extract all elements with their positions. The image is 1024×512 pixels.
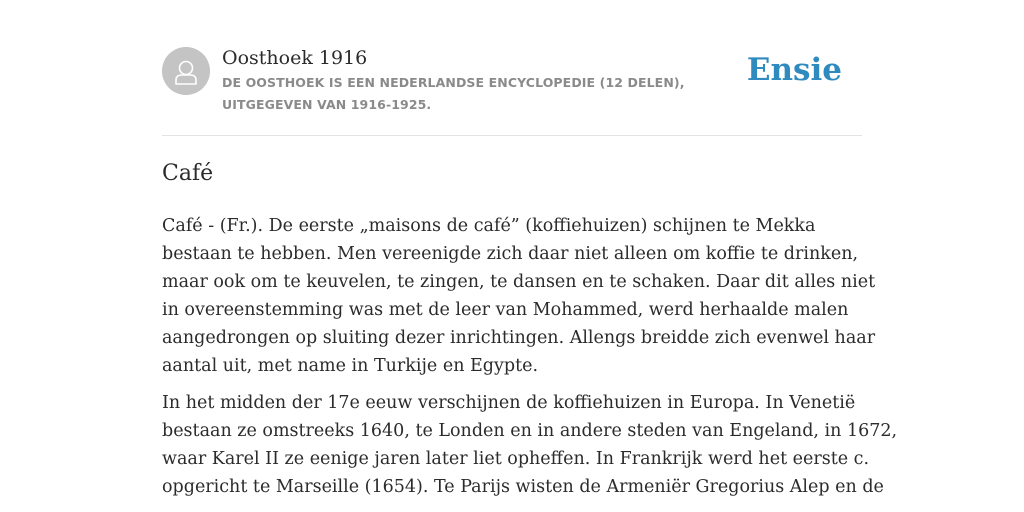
text-line: in overeenstemming was met de leer van Mohammed, werd herhaalde malen — [162, 300, 849, 320]
ensie-logo-link[interactable]: Ensie — [746, 52, 842, 88]
article-paragraph — [162, 212, 876, 380]
text-line: maar ook om te keuvelen, te zingen, te dansen en te schaken. Daar dit alles niet — [162, 272, 876, 292]
text-line: aantal uit, met name in Turkije en Egypte. — [162, 356, 539, 376]
text-line: opgericht te Marseille (1654). Te Parijs wisten de Armeniër Gregorius Alep en de — [162, 477, 884, 497]
text-line: bestaan ze omstreeks 1640, te Londen en in andere steden van Engeland, in 1672, — [162, 421, 898, 441]
source-header — [162, 0, 862, 136]
article-body — [162, 212, 898, 510]
article-paragraph — [162, 389, 898, 501]
text-line: bestaan te hebben. Men vereenigde zich daar niet alleen om koffie te drinken, — [162, 244, 859, 264]
text-line: waar Karel II ze eenige jaren later liet opheffen. In Frankrijk werd het eerste c. — [162, 449, 870, 469]
article-title: Café — [162, 161, 214, 186]
source-avatar[interactable] — [162, 47, 210, 95]
text-line: Café - (Fr.). De eerste „maisons de café” (koffiehuizen) schijnen te Mekka — [162, 216, 816, 236]
user-icon — [162, 47, 210, 95]
text-line: In het midden der 17e eeuw verschijnen de koffiehuizen in Europa. In Venetië — [162, 393, 856, 413]
source-description: DE OOSTHOEK IS EEN NEDERLANDSE ENCYCLOPEDIE (12 DELEN), UITGEGEVEN VAN 1916-1925. — [222, 75, 685, 112]
article-container — [162, 0, 898, 497]
source-name[interactable]: Oosthoek 1916 — [222, 47, 368, 69]
text-line: aangedrongen op sluiting dezer inrichtingen. Allengs breidde zich evenwel haar — [162, 328, 876, 348]
